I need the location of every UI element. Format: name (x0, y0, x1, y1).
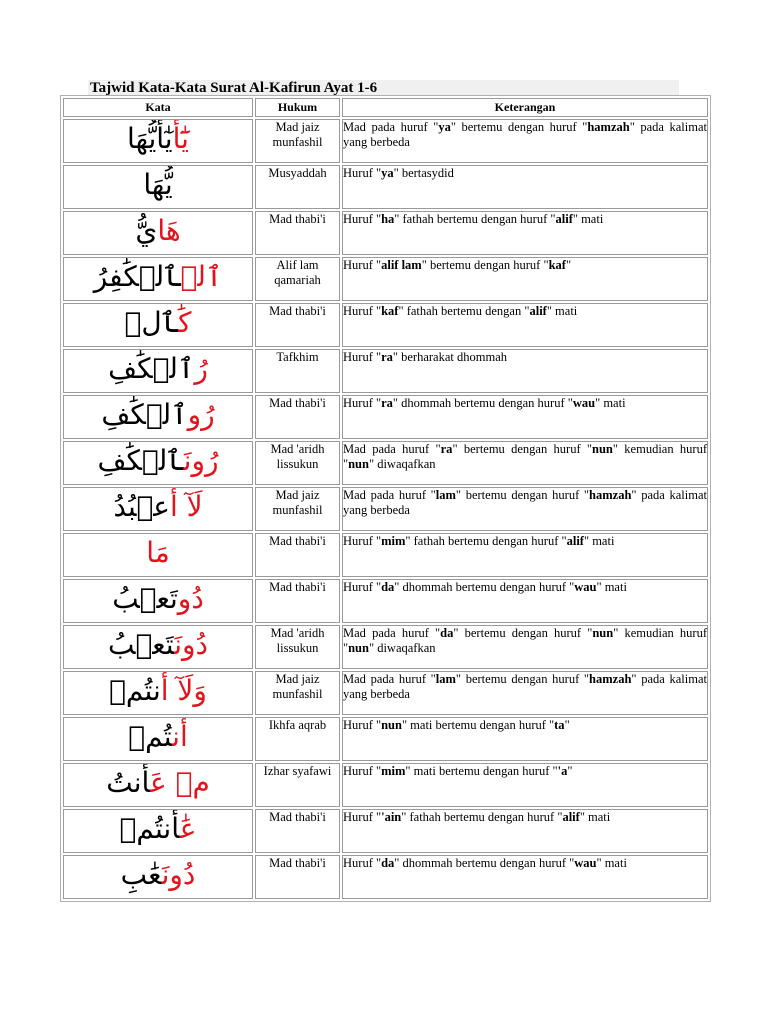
keterangan-cell (342, 165, 708, 209)
keterangan-text: " mati bertemu dengan huruf " (405, 764, 558, 778)
keterangan-cell (342, 533, 708, 577)
kata-cell (63, 717, 253, 761)
arabic-base: ٱلۡكَٰفِ (108, 352, 195, 385)
arabic-base: يُّ (135, 214, 158, 247)
arabic-word (64, 166, 252, 204)
keterangan-text: " mati (595, 396, 626, 410)
arabic-word (64, 626, 252, 664)
table-row (63, 809, 708, 853)
keterangan-bold: ra (381, 350, 393, 364)
keterangan-bold: nun (381, 718, 402, 732)
hukum-cell: Mad thabi'i (255, 211, 340, 255)
table-row (63, 165, 708, 209)
table-row (63, 441, 708, 485)
keterangan-text: Huruf " (343, 580, 382, 594)
hukum-cell: Tafkhim (255, 349, 340, 393)
arabic-word (64, 580, 252, 618)
arabic-word (64, 396, 252, 434)
keterangan-bold: nun (592, 442, 613, 456)
arabic-word (64, 258, 252, 296)
keterangan-cell (342, 579, 708, 623)
keterangan-text: " diwaqafkan (368, 457, 436, 471)
table-header-row (63, 98, 708, 117)
keterangan-text: " (565, 258, 572, 272)
keterangan-text: " bertemu dengan huruf " (453, 626, 593, 640)
keterangan-text: " mati (583, 534, 615, 548)
keterangan-bold: nun (348, 641, 369, 655)
keterangan-bold: wau (574, 856, 597, 870)
keterangan-text: " pada kalimat yang berbeda (343, 120, 707, 149)
arabic-word (64, 350, 252, 388)
hukum-cell: Mad 'aridh lissukun (255, 441, 340, 485)
keterangan-cell (342, 763, 708, 807)
keterangan-bold: ya (438, 120, 451, 134)
keterangan-bold: da (381, 580, 395, 594)
arabic-word (64, 534, 252, 572)
hukum-cell: Izhar syafawi (255, 763, 340, 807)
arabic-word (64, 764, 252, 802)
keterangan-bold: alif (555, 212, 573, 226)
keterangan-bold: lam (435, 672, 456, 686)
keterangan-text: " mati (579, 810, 611, 824)
keterangan-cell (342, 671, 708, 715)
kata-cell (63, 855, 253, 899)
keterangan-bold: ya (381, 166, 394, 180)
keterangan-text: Huruf " (343, 304, 382, 318)
keterangan-bold: kaf (381, 304, 399, 318)
keterangan-cell (342, 257, 708, 301)
keterangan-text: " bertemu dengan huruf " (452, 442, 593, 456)
arabic-base: نتُمۡ (109, 674, 161, 707)
keterangan-bold: nun (348, 457, 369, 471)
table-row (63, 533, 708, 577)
keterangan-text: Mad pada huruf " (343, 626, 441, 640)
keterangan-text: " fathah bertemu dengan huruf " (394, 212, 556, 226)
keterangan-bold: hamzah (587, 120, 630, 134)
keterangan-text: " mati (596, 580, 627, 594)
header-hukum: Hukum (255, 98, 340, 117)
keterangan-text: " bertemu dengan huruf " (421, 258, 549, 272)
arabic-highlight: رُونَ (183, 444, 219, 477)
kata-cell (63, 809, 253, 853)
arabic-base: يُّهَا (143, 168, 173, 201)
keterangan-text: " pada kalimat yang berbeda (343, 672, 708, 701)
arabic-highlight: رُ (194, 352, 208, 385)
keterangan-text: Huruf " (343, 350, 382, 364)
keterangan-bold: ra (440, 442, 453, 456)
keterangan-text: Huruf " (343, 212, 382, 226)
keterangan-text: Huruf " (343, 166, 382, 180)
keterangan-cell (342, 855, 708, 899)
keterangan-bold: mim (381, 764, 406, 778)
keterangan-text: " diwaqafkan (368, 641, 436, 655)
table-row (63, 717, 708, 761)
keterangan-text: " bertemu dengan huruf " (450, 120, 588, 134)
kata-cell (63, 671, 253, 715)
arabic-highlight: عَٰ (179, 812, 197, 845)
kata-cell (63, 763, 253, 807)
keterangan-bold: ra (381, 396, 393, 410)
keterangan-bold: wau (574, 580, 597, 594)
arabic-word (64, 856, 252, 894)
kata-cell (63, 395, 253, 439)
keterangan-bold: alif lam (381, 258, 422, 272)
keterangan-text: Mad pada huruf " (343, 672, 436, 686)
arabic-base: ٱلۡكَٰفِ (97, 444, 184, 477)
arabic-highlight: دُونَ (174, 628, 209, 661)
kata-cell (63, 579, 253, 623)
keterangan-bold: hamzah (589, 672, 632, 686)
kata-cell (63, 119, 253, 163)
hukum-cell: Mad jaiz munfashil (255, 119, 340, 163)
arabic-base: أَنتُ (106, 766, 151, 799)
keterangan-text: " dhommah bertemu dengan huruf " (394, 580, 575, 594)
hukum-cell: Mad thabi'i (255, 303, 340, 347)
keterangan-text: Huruf " (343, 396, 382, 410)
hukum-cell: Ikhfa aqrab (255, 717, 340, 761)
table-row (63, 579, 708, 623)
table-row (63, 855, 708, 899)
keterangan-bold: alif (529, 304, 547, 318)
arabic-highlight: مَا (146, 536, 170, 569)
keterangan-cell (342, 303, 708, 347)
arabic-word (64, 488, 252, 526)
keterangan-cell (342, 119, 708, 163)
keterangan-text: " kemudian huruf " (343, 626, 707, 655)
keterangan-bold: ha (381, 212, 395, 226)
keterangan-bold: alif (566, 534, 584, 548)
arabic-highlight: أَن (172, 720, 188, 753)
arabic-word (64, 120, 252, 158)
arabic-word (64, 810, 252, 848)
keterangan-text: " mati (572, 212, 604, 226)
arabic-highlight: دُونَ (161, 858, 196, 891)
keterangan-bold: ta (554, 718, 565, 732)
keterangan-text: " fathah bertemu dengan " (398, 304, 530, 318)
keterangan-text: " berharakat dhommah (392, 350, 507, 364)
arabic-highlight: هَا (157, 214, 181, 247)
hukum-cell: Mad thabi'i (255, 809, 340, 853)
keterangan-text: Huruf " (343, 534, 382, 548)
keterangan-text: Mad pada huruf " (343, 442, 441, 456)
table-row (63, 303, 708, 347)
keterangan-text: Huruf " (343, 810, 382, 824)
table-row (63, 487, 708, 531)
keterangan-text: " mati (596, 856, 627, 870)
keterangan-bold: hamzah (589, 488, 632, 502)
arabic-highlight: يَٰٓأَ (172, 122, 189, 155)
keterangan-cell (342, 809, 708, 853)
hukum-cell: Mad thabi'i (255, 855, 340, 899)
arabic-highlight: رُو (187, 398, 215, 431)
arabic-word (64, 718, 252, 756)
keterangan-bold: 'ain (381, 810, 402, 824)
arabic-word (64, 212, 252, 250)
keterangan-cell (342, 211, 708, 255)
keterangan-text: " (564, 718, 570, 732)
keterangan-text: Huruf " (343, 258, 382, 272)
kata-cell (63, 441, 253, 485)
keterangan-text: Huruf " (343, 764, 382, 778)
keterangan-cell (342, 625, 708, 669)
arabic-base: تُمۡ (128, 720, 173, 753)
kata-cell (63, 257, 253, 301)
kata-cell (63, 211, 253, 255)
hukum-cell: Mad thabi'i (255, 533, 340, 577)
hukum-cell: Musyaddah (255, 165, 340, 209)
keterangan-text: " mati bertemu dengan huruf " (401, 718, 555, 732)
keterangan-text: " kemudian huruf " (343, 442, 707, 471)
table-row (63, 763, 708, 807)
header-keterangan: Keterangan (342, 98, 708, 117)
keterangan-cell (342, 717, 708, 761)
keterangan-text: Mad pada huruf " (343, 488, 436, 502)
table-row (63, 671, 708, 715)
keterangan-bold: wau (572, 396, 596, 410)
keterangan-text: " dhommah bertemu dengan huruf " (392, 396, 573, 410)
keterangan-text: " fathah bertemu dengan huruf " (401, 810, 563, 824)
arabic-highlight: دُو (177, 582, 204, 615)
arabic-base: تَعۡبُ (107, 628, 175, 661)
keterangan-text: " dhommah bertemu dengan huruf " (394, 856, 575, 870)
arabic-word (64, 304, 252, 342)
keterangan-text: Huruf " (343, 718, 382, 732)
table-row (63, 119, 708, 163)
keterangan-bold: lam (435, 488, 456, 502)
keterangan-cell (342, 441, 708, 485)
arabic-highlight: لَآ أَ (170, 490, 203, 523)
arabic-highlight: ٱلۡ (180, 260, 223, 293)
keterangan-bold: kaf (548, 258, 566, 272)
arabic-base: ٱلۡكَٰفِرُ (93, 260, 181, 293)
keterangan-text: " bertasydid (393, 166, 454, 180)
keterangan-bold: da (440, 626, 454, 640)
hukum-cell: Alif lam qamariah (255, 257, 340, 301)
arabic-base: ٱلۡ (124, 306, 179, 339)
keterangan-bold: da (381, 856, 395, 870)
keterangan-text: " bertemu dengan huruf " (455, 672, 590, 686)
arabic-base: عۡبُدُ (113, 490, 170, 523)
keterangan-text: " (567, 764, 573, 778)
kata-cell (63, 533, 253, 577)
arabic-base: أَنتُمۡ (119, 812, 180, 845)
kata-cell (63, 625, 253, 669)
keterangan-text: " bertemu dengan huruf " (455, 488, 590, 502)
kata-cell (63, 303, 253, 347)
hukum-cell: Mad 'aridh lissukun (255, 625, 340, 669)
keterangan-text: Mad pada huruf " (343, 120, 439, 134)
header-kata: Kata (63, 98, 253, 117)
keterangan-bold: mim (381, 534, 406, 548)
table-body (63, 119, 708, 899)
keterangan-cell (342, 487, 708, 531)
arabic-highlight: وَلَآ أَ (160, 674, 207, 707)
table-row (63, 211, 708, 255)
page-title: Tajwid Kata-Kata Surat Al-Kafirun Ayat 1-6 (90, 80, 378, 96)
keterangan-text: " pada kalimat yang berbeda (343, 488, 708, 517)
arabic-highlight: كَٰ (178, 306, 192, 339)
kata-cell (63, 165, 253, 209)
hukum-cell: Mad thabi'i (255, 579, 340, 623)
table-row (63, 349, 708, 393)
arabic-highlight: مۡ عَ (150, 766, 210, 799)
keterangan-bold: nun (592, 626, 614, 640)
keterangan-text: Huruf " (343, 856, 382, 870)
keterangan-text: " fathah bertemu dengan huruf " (405, 534, 567, 548)
hukum-cell: Mad jaiz munfashil (255, 487, 340, 531)
keterangan-cell (342, 395, 708, 439)
kata-cell (63, 349, 253, 393)
keterangan-cell (342, 349, 708, 393)
arabic-base: تَعۡبُ (112, 582, 178, 615)
kata-cell (63, 487, 253, 531)
arabic-base: يٰٓأَيُّهَا (127, 122, 173, 155)
arabic-base: ٱلۡكَٰفِ (101, 398, 188, 431)
table-row (63, 395, 708, 439)
arabic-base: عَٰبِ (120, 858, 162, 891)
keterangan-bold: 'a (557, 764, 568, 778)
hukum-cell: Mad thabi'i (255, 395, 340, 439)
keterangan-text: " mati (546, 304, 578, 318)
hukum-cell: Mad jaiz munfashil (255, 671, 340, 715)
table-row (63, 625, 708, 669)
table-row (63, 257, 708, 301)
tajwid-table (60, 95, 711, 902)
arabic-word (64, 672, 252, 710)
arabic-word (64, 442, 252, 480)
keterangan-bold: alif (562, 810, 580, 824)
